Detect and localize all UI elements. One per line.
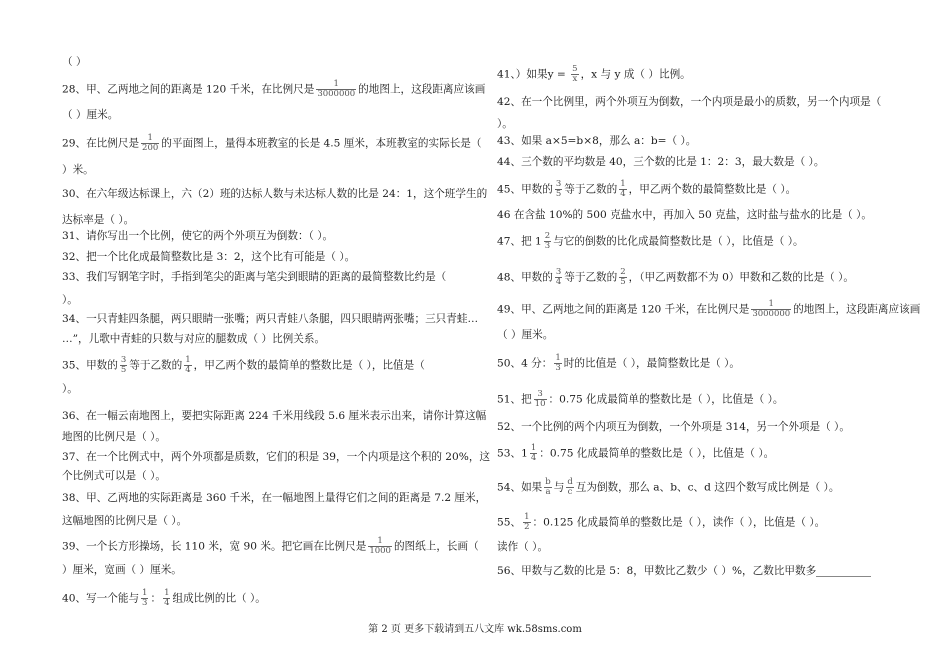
question-text: ，x 与 y 成（ ）比例。	[580, 68, 691, 81]
fraction-denominator: 10	[534, 399, 546, 409]
question-text: 53、1	[497, 447, 528, 460]
question-text: 34、一只青蛙四条腿，两只眼睛一张嘴；两只青蛙八条腿，四只眼睛两张嘴；三只青蛙…	[62, 313, 479, 325]
fraction-denominator: 4	[620, 189, 626, 199]
question-text: 的地图上，这段距离应该画	[793, 303, 921, 316]
fraction	[523, 513, 530, 532]
question-text: 28、甲、乙两地之间的距离是 120 千米，在比例尺是	[62, 83, 315, 96]
question-text: 这幅地图的比例尺是（ ）。	[62, 515, 188, 527]
question-line	[62, 187, 487, 201]
question-text: 43、如果 a×5=b×8，那么 a：b=（ ）。	[497, 135, 697, 147]
fraction-numerator: 1	[142, 588, 148, 598]
fraction-denominator: 3000000	[752, 309, 791, 319]
fraction-denominator: 3	[544, 241, 551, 251]
fraction-denominator: c	[567, 487, 573, 497]
question-text: ：	[150, 592, 162, 605]
question-line	[497, 155, 824, 169]
question-text: 40、写一个能与	[62, 592, 140, 605]
question-line	[497, 134, 696, 148]
fraction	[316, 80, 356, 99]
fraction	[555, 268, 562, 287]
fraction	[619, 180, 626, 199]
question-text: 35、甲数的	[62, 359, 118, 372]
fraction-numerator: 1	[530, 443, 537, 453]
fraction-numerator: 1	[751, 300, 791, 310]
question-line	[497, 420, 850, 434]
question-line	[497, 328, 553, 342]
question-text: 37、在一个比例式中，两个外项都是质数，它们的积是 39，一个内项是这个积的 20%，这	[62, 451, 491, 463]
question-line	[62, 589, 266, 608]
question-text: 56、甲数与乙数的比是 5：8，甲数比乙数少（ ）%，乙数比甲数多	[497, 565, 817, 577]
fraction-numerator: 1	[368, 537, 392, 547]
fraction-numerator: 3	[534, 390, 547, 400]
question-text: 33、我们写钢笔字时，手指到笔尖的距离与笔尖到眼睛的距离的最简整数比约是（	[62, 271, 447, 283]
question-line	[497, 444, 774, 463]
question-text: 读作（ ）。	[497, 541, 549, 553]
question-text: 与它的倒数的比化成最简整数比是（ ），比值是（ ）。	[553, 235, 804, 248]
question-line	[62, 469, 166, 483]
fraction-numerator: 1	[316, 80, 356, 90]
fraction	[544, 478, 551, 497]
fraction-denominator: 5	[620, 277, 626, 287]
fraction	[184, 356, 191, 375]
fraction-denominator: 3	[555, 363, 561, 373]
fraction	[530, 444, 537, 463]
fraction	[141, 589, 148, 608]
fraction	[368, 537, 392, 556]
question-line	[62, 312, 478, 326]
fraction	[619, 268, 626, 287]
fraction	[555, 180, 562, 199]
question-text: 32、把一个比化成最简整数比是 3：2，这个比有可能是（ ）。	[62, 251, 356, 263]
question-text: 达标率是（ ）。	[62, 214, 135, 226]
question-line	[62, 382, 78, 396]
question-line	[62, 356, 425, 375]
question-text: ，（甲乙两数都不为 0）甲数和乙数的比是（ ）。	[628, 271, 855, 284]
question-text: 38、甲、乙两地的实际距离是 360 千米，在一幅地图上量得它们之间的距离是 7.2 厘米，	[62, 492, 487, 504]
question-line	[497, 65, 691, 84]
question-line	[62, 229, 333, 243]
question-line	[62, 293, 78, 307]
fraction-numerator: 1	[620, 179, 626, 189]
question-text: 地图的比例尺是（ ）。	[62, 431, 167, 443]
fraction-numerator: 1	[141, 134, 159, 144]
question-text: 52、一个比例的两个内项互为倒数，一个外项是 314，另一个外项是（ ）。	[497, 421, 850, 433]
question-line	[62, 213, 134, 227]
question-text: 54、如果	[497, 481, 543, 494]
fraction	[566, 478, 573, 497]
question-line	[497, 300, 920, 319]
question-line	[62, 250, 355, 264]
fraction-denominator: 4	[164, 598, 170, 608]
question-text: 组成比例的比（ ）。	[172, 592, 266, 605]
question-text: （ ）	[62, 56, 87, 68]
question-line	[497, 117, 513, 131]
fraction-numerator: 5	[572, 64, 578, 74]
fraction-denominator: 3	[142, 598, 148, 608]
fraction-numerator: 2	[620, 267, 626, 277]
question-text: 36、在一幅云南地图上，要把实际距离 224 千米用线段 5.6 厘米表示出来，请你计算这幅	[62, 410, 487, 422]
question-text: ）米。	[62, 164, 94, 176]
fraction-numerator: b	[545, 477, 551, 487]
fraction	[141, 134, 159, 153]
question-text: 41、）如果	[497, 68, 548, 81]
fraction-numerator: d	[567, 477, 573, 487]
question-line	[62, 55, 87, 69]
fraction	[163, 589, 170, 608]
question-line	[497, 180, 796, 199]
question-line	[497, 564, 871, 578]
question-text: y =	[547, 68, 570, 81]
question-line	[62, 134, 482, 153]
question-text: ，甲乙两个数的最简整数比是（ ）。	[628, 183, 797, 196]
fraction-denominator: 200	[142, 143, 159, 153]
question-text: ：0.75 化成最简单的整数比是（ ），比值是（ ）。	[539, 447, 775, 460]
question-text: 49、甲、乙两地之间的距离是 120 千米，在比例尺是	[497, 303, 750, 316]
question-line	[62, 270, 446, 284]
question-text: （ ）厘米。	[62, 109, 119, 121]
question-text: ：0.125 化成最简单的整数比是（ ），读作（ ），比值是（ ）。	[532, 516, 826, 529]
question-text: 的图纸上，长画（	[393, 540, 479, 553]
fraction-denominator: 2	[524, 522, 530, 532]
fraction-denominator: 4	[555, 277, 562, 287]
fraction-denominator: 4	[530, 453, 537, 463]
fraction-numerator: 3	[120, 355, 127, 365]
fraction-numerator: 3	[555, 267, 562, 277]
fraction	[571, 65, 578, 84]
question-line	[62, 163, 94, 177]
question-text: 的平面图上，量得本班教室的长是 4.5 厘米，本班教室的实际长是（	[161, 137, 482, 150]
question-line	[62, 80, 485, 99]
question-text: ）。	[62, 383, 78, 395]
fraction-numerator: 1	[164, 588, 170, 598]
question-line	[497, 540, 548, 554]
question-text: 等于乙数的	[564, 183, 618, 196]
fraction-denominator: 5	[555, 189, 562, 199]
fraction-numerator: 1	[555, 353, 561, 363]
question-text: ，甲乙两个数的最简单的整数比是（ ），比值是（	[193, 359, 425, 372]
fraction-denominator: 1000	[369, 546, 391, 556]
question-text: 的地图上，这段距离应该画	[358, 83, 486, 96]
answer-blank[interactable]	[816, 566, 871, 577]
question-line	[62, 409, 486, 423]
fraction	[534, 390, 547, 409]
question-text: 互为倒数，那么 a、b、c、d 这四个数写成比例是（ ）。	[575, 481, 840, 494]
question-text: 31、请你写出一个比例，使它的两个外项互为倒数：（ ）。	[62, 230, 334, 242]
question-text: 48、甲数的	[497, 271, 553, 284]
question-line	[62, 491, 486, 505]
fraction-denominator: 4	[185, 365, 191, 375]
question-line	[497, 95, 881, 109]
question-text: 47、把 1	[497, 235, 542, 248]
fraction-numerator: 1	[524, 512, 530, 522]
question-text: ）厘米，宽画（ ）厘米。	[62, 564, 182, 576]
question-line	[62, 430, 166, 444]
fraction-numerator: 2	[544, 231, 551, 241]
fraction	[751, 300, 791, 319]
question-text: 42、在一个比例里，两个外项互为倒数，一个内项是最小的质数，另一个内项是（	[497, 96, 882, 108]
question-text: 个比例式可以是（ ）。	[62, 470, 167, 482]
question-line	[497, 513, 825, 532]
fraction	[554, 354, 561, 373]
question-text: （ ）厘米。	[497, 329, 554, 341]
question-text: 29、在比例尺是	[62, 137, 140, 150]
fraction-denominator: a	[545, 487, 551, 497]
question-text: 39、一个长方形操场，长 110 米，宽 90 米。把它画在比例尺是	[62, 540, 367, 553]
question-text: 与	[553, 481, 565, 494]
question-line	[497, 478, 839, 497]
question-text: ：0.75 化成最简单的整数比是（ ），比值是（ ）。	[548, 393, 784, 406]
question-line	[62, 563, 182, 577]
question-text: 50、4 分：	[497, 357, 553, 370]
question-line	[497, 208, 872, 222]
question-line	[62, 450, 490, 464]
question-line	[497, 354, 740, 373]
fraction-numerator: 3	[555, 179, 562, 189]
question-text: 55、	[497, 516, 522, 529]
question-text: …”，儿歌中青蛙的只数与对应的腿数成（ ）比例关系。	[62, 333, 326, 345]
question-line	[497, 232, 804, 251]
question-text: ）。	[497, 118, 513, 130]
question-line	[62, 537, 479, 556]
question-text: 44、三个数的平均数是 40，三个数的比是 1：2：3，最大数是（ ）。	[497, 156, 825, 168]
fraction	[544, 232, 551, 251]
fraction-numerator: 1	[185, 355, 191, 365]
question-text: 46 在含盐 10%的 500 克盐水中，再加入 50 克盐，这时盐与盐水的比是（ ）。	[497, 209, 873, 221]
question-line	[497, 390, 783, 409]
question-line	[62, 108, 118, 122]
question-text: 等于乙数的	[129, 359, 183, 372]
question-line	[62, 332, 325, 346]
fraction	[120, 356, 127, 375]
fraction-denominator: x	[572, 74, 578, 84]
question-text: 45、甲数的	[497, 183, 553, 196]
page-footer: 第 2 页 更多下载请到五八文库 wk.58sms.com	[368, 624, 582, 635]
question-line	[62, 514, 187, 528]
fraction-denominator: 3000000	[317, 89, 356, 99]
fraction-denominator: 5	[120, 365, 127, 375]
question-text: 等于乙数的	[564, 271, 618, 284]
question-text: ）。	[62, 294, 78, 306]
question-text: 51、把	[497, 393, 532, 406]
question-text: 30、在六年级达标课上，六（2）班的达标人数与未达标人数的比是 24：1，这个班学生的	[62, 188, 488, 200]
question-text: 时的比值是（ ），最简整数比是（ ）。	[563, 357, 741, 370]
question-line	[497, 268, 854, 287]
